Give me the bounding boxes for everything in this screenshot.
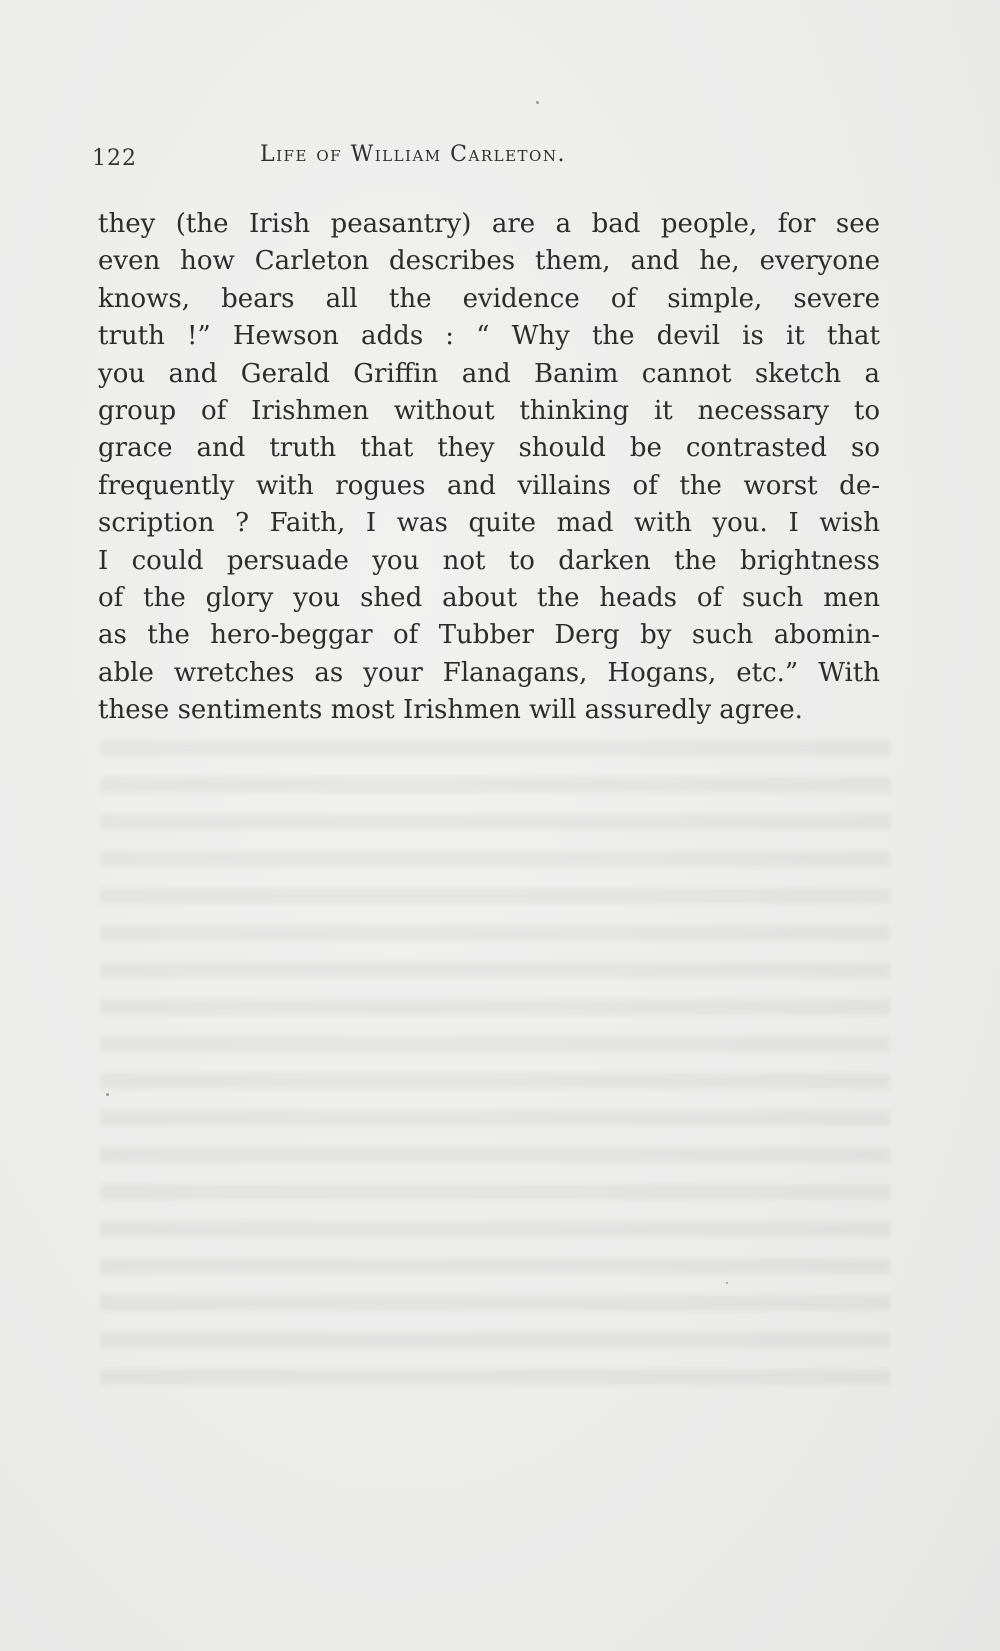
text-line: as the hero-beggar of Tubber Derg by such abomin- [98, 620, 880, 651]
text-line: even how Carleton describes them, and he, everyone [98, 246, 880, 277]
bleed-through [100, 740, 890, 1400]
text-line: able wretches as your Flanagans, Hogans, etc.” With [98, 657, 880, 688]
text-line: knows, bears all the evidence of simple, severe [98, 283, 880, 314]
paper-speck [536, 101, 539, 104]
text-line: these sentiments most Irishmen will assuredly agree. [98, 695, 803, 726]
text-line: frequently with rogues and villains of the worst de- [98, 470, 880, 501]
running-head [92, 142, 712, 182]
running-title: Life of William Carleton. [260, 142, 566, 167]
text-line: truth !” Hewson adds : “ Why the devil is it that [98, 321, 880, 352]
body-paragraph [98, 206, 880, 729]
page-number: 122 [92, 146, 137, 171]
text-line: grace and truth that they should be contrasted so [98, 433, 880, 464]
text-line: of the glory you shed about the heads of such men [98, 582, 880, 613]
text-line: they (the Irish peasantry) are a bad people, for see [98, 209, 880, 239]
text-line: group of Irishmen without thinking it necessary to [98, 395, 880, 426]
text-line: scription ? Faith, I was quite mad with you. I wish [98, 508, 880, 539]
text-line: I could persuade you not to darken the brightness [98, 545, 880, 576]
paper-speck [726, 1282, 728, 1284]
paper-speck [106, 1093, 109, 1096]
text-line: you and Gerald Griffin and Banim cannot sketch a [98, 358, 880, 389]
